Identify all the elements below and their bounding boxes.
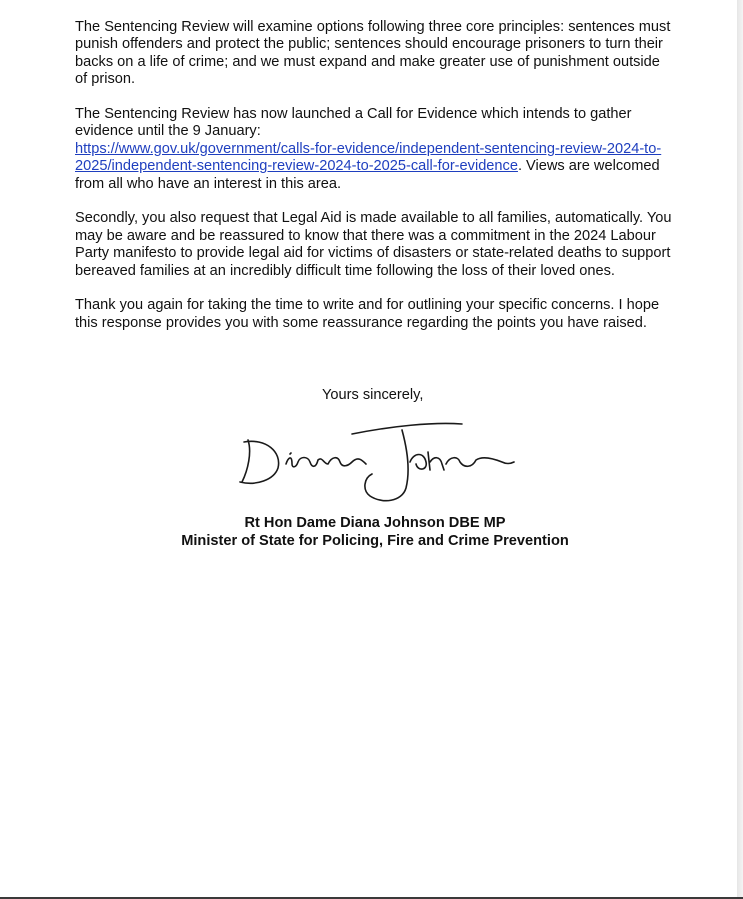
signatory-block: [75, 515, 675, 550]
paragraph-legal-aid: Secondly, you also request that Legal Aid is made available to all families, automatically. You may be aware and be reassured to know that there was a commitment in the 2024 Labour Party manifesto to provide legal aid for victims of disasters or state-related deaths to support bereaved families at an incredibly difficult time following the loss of their loved ones.: [75, 210, 672, 279]
call-for-evidence-outro: . Views are welcomed from all who have an interest in this area.: [75, 158, 660, 192]
closing-salutation: Yours sincerely,: [322, 387, 424, 403]
call-for-evidence-link[interactable]: https://www.gov.uk/government/calls-for-evidence/independent-sentencing-review-2024-to-2025/independent-sentencing-review-2024-to-2025-call-for-evidence: [75, 140, 662, 175]
signatory-title: Minister of State for Policing, Fire and Crime Prevention: [181, 532, 569, 549]
handwritten-signature: [232, 412, 522, 512]
call-for-evidence-intro: The Sentencing Review has now launched a Call for Evidence which intends to gather evidence until the 9 January:: [75, 106, 632, 140]
paragraph-thank-you: Thank you again for taking the time to write and for outlining your specific concerns. I hope this response provides you with some reassurance regarding the points you have raised.: [75, 297, 660, 331]
signature-text: Diana Johnson: [232, 412, 239, 413]
signatory-name: Rt Hon Dame Diana Johnson DBE MP: [244, 515, 506, 531]
letter-body: [75, 19, 675, 350]
paragraph-call-for-evidence: [75, 106, 675, 193]
page-edge-right: [737, 0, 743, 899]
paragraph-sentencing-principles: The Sentencing Review will examine options following three core principles: sentences must punish offenders and protect the public; sentences should encourage prisoners to turn their backs on a life of crime; and we must expand and make greater use of punishment outside of prison.: [75, 19, 671, 88]
